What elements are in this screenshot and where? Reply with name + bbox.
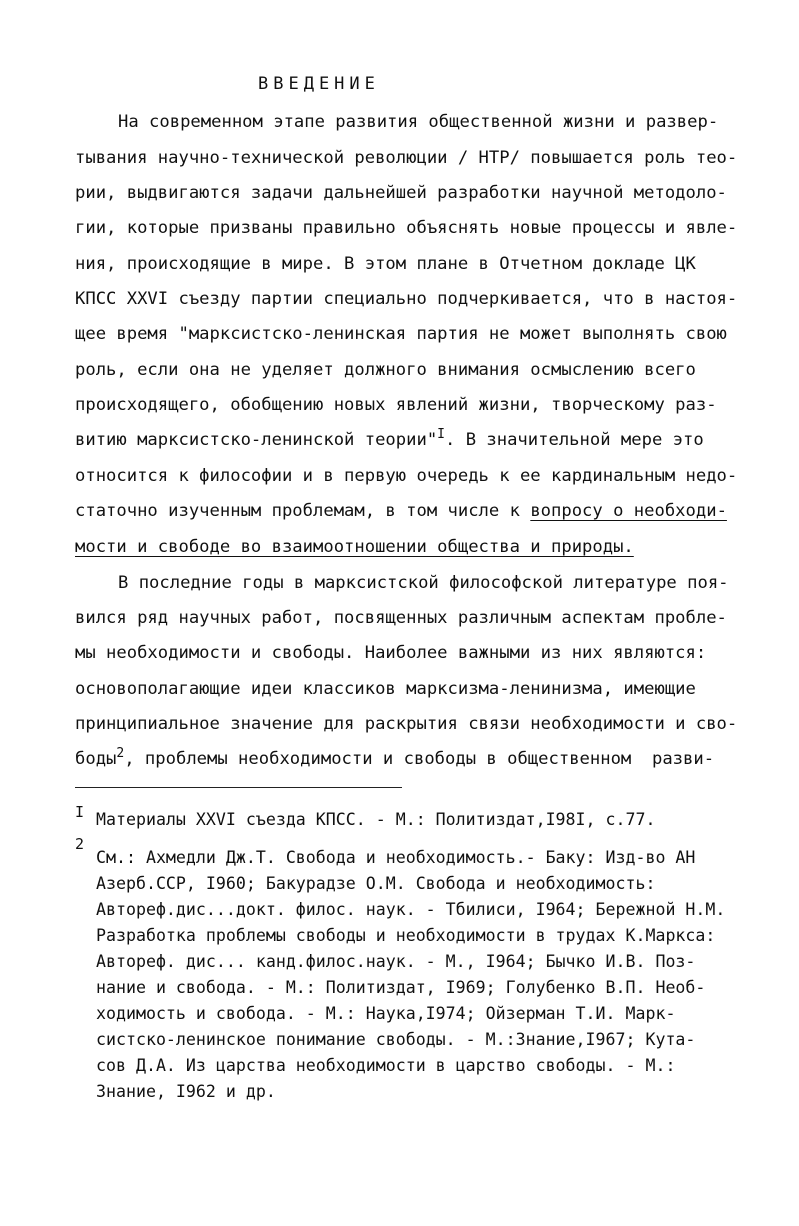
paragraph2-line-5: принципиальное значение для раскрытия связи необходимости и сво- [75, 714, 738, 734]
footnote-2-line-2: Азерб.ССР, I960; Бакурадзе О.М. Свобода и необходимость: [96, 874, 656, 893]
footnote-1-text: Материалы XXVI съезда КПСС. - М.: Политиздат,I98I, с.77. [96, 810, 656, 829]
footnote-ref-1: I [437, 427, 445, 442]
footnote-2-line-10: Знание, I962 и др. [96, 1082, 276, 1101]
paragraph1-line-1: На современном этапе развития общественной жизни и развер- [118, 112, 719, 132]
paragraph1-line-10 [75, 428, 704, 452]
paragraph2-line-2: вился ряд научных работ, посвященных различным аспектам пробле- [75, 608, 727, 628]
page-title: ВВЕДЕНИЕ [258, 74, 380, 94]
underlined-phrase-end: мости и свободе во взаимоотношении общества и природы. [75, 537, 634, 557]
line-12-text: статочно изученным проблемам, в том числе к [75, 501, 531, 521]
footnote-2-line-5: Автореф. дис... канд.филос.наук. - М., I964; Бычко И.В. Поз- [96, 952, 696, 971]
paragraph1-line-5: ния, происходящие в мире. В этом плане в Отчетном докладе ЦК [75, 254, 696, 274]
paragraph2-line-3: мы необходимости и свободы. Наиболее важными из них являются: [75, 643, 707, 663]
paragraph2-line-4: основополагающие идеи классиков марксизма-ленинизма, имеющие [75, 679, 696, 699]
underlined-phrase-start: вопросу о необходи- [530, 501, 727, 521]
footnote-2-line-6: нание и свобода. - М.: Политиздат, I969; Голубенко В.П. Необ- [96, 978, 706, 997]
line-6-tail: , проблемы необходимости и свободы в общественном разви- [124, 749, 715, 769]
paragraph1-line-4: гии, которые призваны правильно объяснять новые процессы и явле- [75, 218, 738, 238]
footnote-2-line-7: ходимость и свобода. - М.: Наука,I974; Ойзерман Т.И. Марк- [96, 1004, 676, 1023]
line-10-text: витию марксистско-ленинской теории" [75, 430, 438, 450]
footnote-2-line-8: систско-ленинское понимание свободы. - М.:Знание,I967; Кута- [96, 1030, 696, 1049]
paragraph1-line-8: роль, если она не уделяет должного внимания осмыслению всего [75, 360, 696, 380]
paragraph1-line-3: рии, выдвигаются задачи дальнейшей разработки научной методоло- [75, 183, 727, 203]
paragraph2-line-6 [75, 747, 714, 771]
paragraph2-line-1: В последние годы в марксистской философской литературе поя- [118, 573, 729, 593]
footnote-2-mark: 2 [75, 835, 85, 853]
paragraph1-line-2: тывания научно-технической революции / НТР/ повышается роль тео- [75, 148, 738, 168]
line-6-text: боды [75, 749, 117, 769]
footnote-2-line-9: сов Д.А. Из царства необходимости в царство свободы. - М.: [96, 1056, 676, 1075]
footnote-2-line-4: Разработка проблемы свободы и необходимости в трудах К.Маркса: [96, 926, 716, 945]
footnote-1-mark: I [75, 803, 85, 821]
footnote-2-line-1: См.: Ахмедли Дж.Т. Свобода и необходимость.- Баку: Изд-во АН [96, 848, 696, 867]
paragraph1-line-12 [75, 499, 727, 523]
footnote-2-line-3: Автореф.дис...докт. филос. наук. - Тбилиси, I964; Бережной Н.М. [96, 900, 726, 919]
paragraph1-line-7: щее время "марксистско-ленинская партия не может выполнять свою [75, 324, 727, 344]
paragraph1-line-6: КПСС XXVI съезду партии специально подчеркивается, что в настоя- [75, 289, 738, 309]
paragraph1-line-9: происходящего, обобщению новых явлений жизни, творческому раз- [75, 395, 717, 415]
footnote-ref-2: 2 [116, 746, 125, 761]
paragraph1-line-11: относится к философии и в первую очередь к ее кардинальным недо- [75, 466, 738, 486]
line-10-tail: . В значительной мере это [445, 430, 704, 450]
footnote-divider [75, 787, 402, 788]
